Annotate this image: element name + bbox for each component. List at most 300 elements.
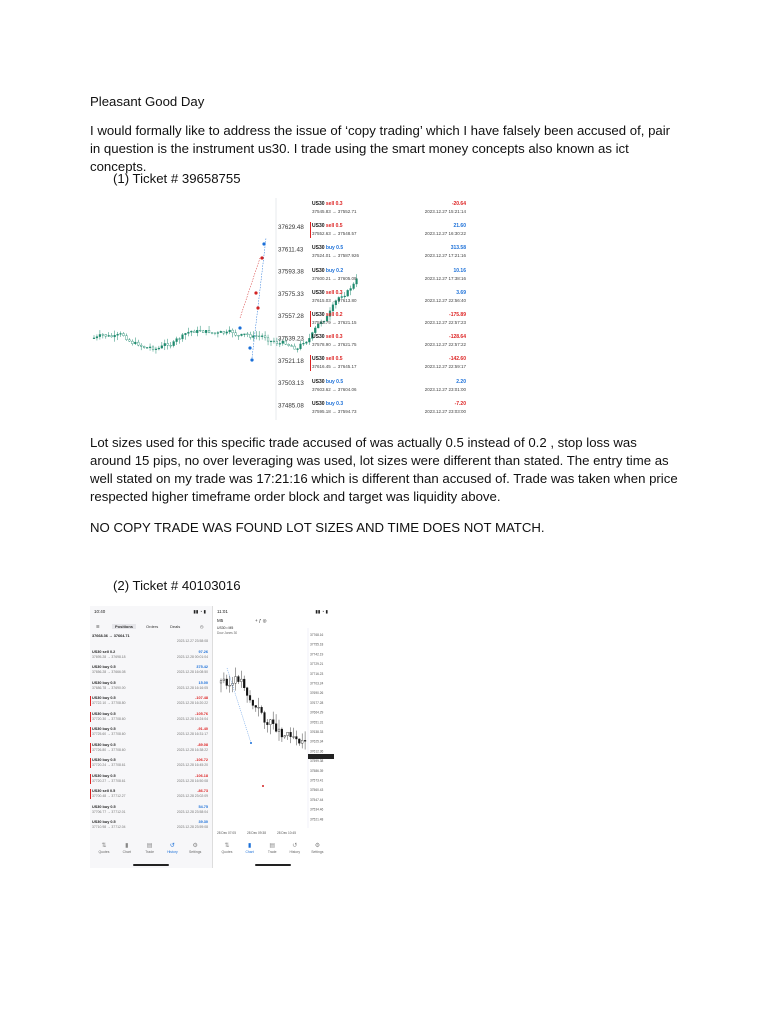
candle-body — [131, 341, 133, 344]
row-title: US30 buy 0.5 — [92, 773, 116, 778]
trade-side: buy 0.5 — [325, 378, 344, 385]
candle-body — [152, 347, 154, 350]
candle-body — [261, 707, 263, 712]
candle-body — [255, 705, 257, 707]
screenshot-trade-history-1 — [90, 198, 476, 420]
position-row[interactable] — [90, 789, 212, 800]
price-axis-label: 37547.44 — [310, 797, 324, 802]
price-axis-label: 37742.19 — [310, 652, 324, 657]
position-row[interactable] — [90, 681, 212, 692]
nav-chart[interactable] — [240, 842, 260, 854]
candle-body — [291, 346, 293, 347]
candle-body — [252, 700, 254, 705]
position-row[interactable] — [90, 634, 212, 645]
price-axis-label: 37503.13 — [278, 380, 304, 388]
chart-icon: ▮ — [125, 843, 129, 849]
row-profit: 375.42 — [196, 665, 208, 669]
candle-body — [294, 346, 296, 349]
row-prices: 37720.30 → 37708.60 — [92, 716, 126, 721]
chart-tool-icons[interactable]: + ƒ ◎ — [255, 618, 267, 623]
candle-body — [126, 336, 128, 340]
loss-marker — [90, 696, 91, 706]
trade-row[interactable] — [310, 355, 476, 377]
candle-body — [96, 337, 98, 338]
quotes-icon: ⇅ — [224, 843, 230, 849]
position-row[interactable] — [90, 727, 212, 738]
row-prices: 37720.24 → 37708.61 — [92, 763, 126, 767]
row-time: 2023.12.27 23:58:08 — [176, 639, 208, 643]
chart-symbol-desc: Dow Jones 30 — [217, 631, 238, 635]
trade-side: buy 0.3 — [325, 400, 344, 407]
price-axis-label: 37651.31 — [310, 720, 324, 725]
trade-side: sell 0.3 — [325, 201, 343, 207]
current-price-tag — [308, 754, 334, 759]
nav-trade[interactable] — [262, 842, 282, 854]
candle-body — [176, 339, 178, 342]
candle-body — [143, 346, 145, 347]
conclusion-paragraph: NO COPY TRADE WAS FOUND LOT SIZES AND TIME DOES NOT MATCH. — [90, 520, 545, 535]
candle-body — [223, 331, 225, 333]
price-axis-label: 37539.23 — [278, 335, 304, 343]
trade-time: 2023.12.27 16:30:22 — [424, 231, 466, 237]
row-time: 2023.12.28 16:45:20 — [176, 763, 208, 767]
trade-side: buy 0.5 — [325, 245, 344, 252]
price-axis-label: 37521.18 — [278, 357, 304, 365]
candle-body — [129, 340, 131, 341]
trade-profit: -20.64 — [451, 201, 466, 207]
candle-body — [301, 740, 303, 743]
loss-marker — [90, 712, 91, 722]
candle-body — [223, 679, 225, 681]
candle-body — [229, 685, 231, 686]
candle-body — [105, 335, 107, 337]
price-axis-label: 37768.16 — [310, 633, 324, 637]
row-time: 2023.12.28 16:31:17 — [176, 732, 208, 736]
quotes-icon: ⇅ — [101, 843, 107, 849]
candle-body — [229, 330, 231, 332]
candle-body — [264, 713, 266, 723]
bottom-nav — [90, 842, 212, 860]
row-profit: 54.75 — [198, 804, 208, 809]
candle-body — [272, 720, 274, 724]
candle-body — [226, 679, 228, 685]
row-title: US30 sell 0.2 — [92, 649, 116, 654]
price-axis-label: 37755.18 — [310, 642, 324, 647]
trade-prices: 37524.01 → 37587.926 — [312, 253, 360, 259]
price-axis-label: 37586.39 — [310, 768, 324, 773]
trade-marker — [250, 742, 252, 744]
candle-body — [300, 344, 302, 349]
trade-row[interactable] — [310, 244, 476, 266]
candle-body — [108, 335, 110, 336]
trade-side: sell 0.3 — [325, 334, 343, 341]
candle-body — [267, 338, 269, 341]
trade-marker — [248, 346, 251, 349]
chart-symbol: US30 • M5 — [217, 626, 234, 630]
candle-body — [202, 331, 204, 333]
candle-body — [247, 334, 249, 335]
candle-body — [281, 729, 283, 737]
row-prices: 37706.77 → 37712.01 — [92, 809, 126, 814]
trade-side: sell 0.5 — [325, 223, 343, 230]
nav-quotes[interactable] — [94, 842, 114, 854]
candle-body — [279, 343, 281, 344]
status-icons: ▮▮ ◔ ▮ — [315, 609, 328, 614]
chart-icon: ▮ — [247, 843, 252, 849]
candle-body — [258, 707, 260, 708]
candle-body — [241, 334, 243, 335]
trade-time: 2023.12.27 15:21:14 — [424, 209, 466, 214]
row-title: US30 buy 0.5 — [92, 696, 116, 700]
trade-prices: 37545.83 → 37552.71 — [312, 209, 357, 214]
candle-body — [193, 331, 195, 333]
trade-prices: 37603.62 → 37604.06 — [312, 386, 357, 392]
candle-body — [167, 343, 169, 345]
home-indicator — [133, 864, 169, 866]
trade-row[interactable] — [310, 267, 476, 289]
candle-body — [275, 724, 277, 732]
row-prices: 37656.28 → 37666.08 — [92, 670, 126, 674]
history-icon: ↺ — [169, 843, 175, 849]
sell-marker — [310, 355, 311, 371]
row-prices: 37726.80 → 37708.60 — [92, 747, 126, 752]
candle-body — [249, 334, 251, 337]
position-row[interactable] — [90, 712, 212, 723]
row-time: 2023.12.28 16:08:50 — [176, 670, 208, 674]
candle-body — [149, 347, 151, 348]
nav-trade[interactable] — [140, 842, 160, 854]
candle-body — [99, 334, 101, 336]
screenshot-mobile-app — [90, 606, 334, 868]
trade-side: sell 0.5 — [325, 356, 343, 363]
row-time: 2023.12.28 23:02:09 — [176, 794, 208, 798]
row-profit: 15.00 — [198, 680, 208, 685]
row-profit: -91.40 — [197, 727, 208, 731]
candle-body — [232, 330, 234, 333]
row-title: US30 buy 0.5 — [92, 758, 116, 762]
row-time: 2023.12.28 16:24:04 — [176, 716, 208, 721]
row-prices: 37686.78 → 37690.00 — [92, 685, 126, 690]
nav-history[interactable] — [285, 842, 305, 854]
price-axis-label: 37485.08 — [278, 402, 304, 410]
price-axis-label: 37593.38 — [278, 268, 304, 276]
trade-symbol: US30 buy 0.3 — [312, 400, 344, 407]
row-prices: 37722.10 → 37708.80 — [92, 701, 126, 705]
row-time: 2023.12.28 16:50:08 — [176, 778, 208, 783]
trade-row[interactable] — [310, 222, 476, 244]
candle-body — [173, 342, 175, 346]
price-axis-label: 37557.28 — [278, 313, 304, 321]
trade-row[interactable] — [310, 333, 476, 355]
home-indicator — [255, 864, 291, 866]
price-axis-label: 37560.43 — [310, 788, 324, 793]
tab-orders[interactable]: Orders — [146, 624, 159, 629]
row-prices: 37710.98 → 37712.04 — [92, 825, 126, 829]
trade-marker — [256, 306, 259, 309]
candle-body — [117, 334, 119, 335]
candle-body — [293, 737, 295, 738]
row-profit: -107.48 — [195, 696, 208, 700]
trade-symbol: US30 sell 0.3 — [312, 334, 343, 341]
price-axis-label: 37629.48 — [278, 224, 304, 231]
candle-body — [235, 677, 237, 684]
candle-body — [304, 740, 306, 741]
trade-row[interactable] — [310, 378, 476, 400]
trade-symbol: US30 sell 0.3 — [312, 201, 343, 207]
trade-profit: -142.60 — [449, 356, 466, 363]
trade-time: 2023.12.27 17:21:16 — [424, 253, 466, 259]
price-axis-label: 37575.33 — [278, 290, 304, 298]
nav-history[interactable] — [162, 842, 182, 854]
bottom-nav — [213, 842, 334, 860]
row-title: US30 buy 0.5 — [92, 820, 116, 824]
trade-prices: 37615.03 → 37613.80 — [312, 297, 357, 303]
candle-body — [182, 335, 184, 339]
row-time: 2023.12.28 16:20:22 — [176, 701, 208, 705]
price-axis-label: 37625.34 — [310, 739, 324, 744]
trade-time: 2023.12.27 22:57:22 — [424, 342, 466, 348]
trade-time: 2023.12.27 23:03:00 — [424, 408, 466, 414]
tab-deals[interactable]: Deals — [170, 624, 181, 629]
sell-marker — [310, 311, 311, 327]
candle-body — [258, 336, 260, 337]
trade-profit: 3.69 — [456, 289, 466, 296]
trade-symbol: US30 sell 0.3 — [312, 289, 343, 296]
candle-body — [284, 736, 286, 737]
candle-body — [188, 332, 190, 333]
status-clock: 10:40 — [94, 609, 106, 614]
candle-body — [226, 332, 228, 333]
position-row[interactable] — [90, 696, 212, 707]
row-time: 2023.12.28 00:01:04 — [176, 654, 208, 659]
row-time: 2023.12.28 16:16:05 — [176, 685, 208, 690]
candle-body — [246, 688, 248, 696]
row-prices: 37725.60 → 37708.60 — [92, 732, 126, 736]
row-profit: 97.26 — [198, 649, 208, 654]
position-row[interactable] — [90, 743, 212, 754]
candle-body — [240, 679, 242, 682]
trade-profit: -7.20 — [454, 400, 466, 407]
trade-prices: 37616.45 → 37645.17 — [312, 364, 357, 370]
price-axis-label: 37573.41 — [310, 778, 324, 783]
nav-label: Trade — [267, 850, 277, 854]
candle-body — [111, 335, 113, 336]
candle-body — [158, 348, 160, 349]
time-axis-label: 28 Dec 10:45 — [277, 831, 296, 835]
nav-settings[interactable] — [185, 842, 205, 854]
row-title: US30 buy 0.5 — [92, 727, 116, 731]
trade-symbol: US30 buy 0.5 — [312, 245, 344, 252]
nav-label: Chart — [122, 850, 131, 854]
position-row[interactable] — [90, 774, 212, 785]
candle-body — [211, 332, 213, 333]
candle-body — [278, 729, 280, 731]
candle-body — [290, 732, 292, 736]
price-axis-label: 37599.38 — [310, 759, 324, 764]
candle-body — [185, 333, 187, 334]
candle-body — [306, 342, 308, 343]
menu-icon[interactable]: ☰ — [96, 624, 100, 629]
tab-positions[interactable]: Positions — [112, 624, 136, 629]
trade-prices: 37578.90 → 37621.75 — [312, 342, 357, 348]
trade-prices: 37600.21 → 37605.09 — [312, 275, 357, 281]
trade-side: sell 0.3 — [325, 289, 343, 296]
candle-body — [190, 331, 192, 332]
candle-body — [161, 346, 163, 348]
timeframe-button[interactable]: M5 — [217, 618, 224, 623]
row-title: US30 buy 0.5 — [92, 804, 116, 809]
candle-body — [199, 330, 201, 331]
settings-icon: ⚙ — [192, 843, 198, 849]
price-axis-label: 37716.23 — [310, 671, 324, 676]
trade-icon: ▤ — [146, 843, 153, 849]
row-title: US30 buy 0.5 — [92, 665, 116, 669]
row-time: 2023.12.28 23:59:08 — [176, 825, 208, 829]
candle-body — [264, 336, 266, 338]
candle-body — [238, 335, 240, 336]
nav-label: Quotes — [221, 850, 233, 854]
clock-icon[interactable]: ◷ — [200, 624, 204, 629]
loss-marker — [90, 727, 91, 737]
candle-body — [238, 677, 240, 682]
candle-body — [255, 336, 257, 337]
candle-body — [170, 345, 172, 346]
candle-body — [252, 336, 254, 338]
candle-body — [243, 679, 245, 688]
candle-body — [220, 681, 222, 683]
trade-marker — [260, 256, 263, 259]
trade-symbol: US30 sell 0.5 — [312, 356, 343, 363]
row-time: 2023.12.28 16:38:22 — [176, 747, 208, 752]
settings-icon: ⚙ — [314, 843, 321, 849]
candle-body — [303, 343, 305, 344]
candle-body — [267, 722, 269, 724]
position-row[interactable] — [90, 665, 212, 676]
loss-marker — [90, 789, 91, 799]
trade-row[interactable] — [310, 289, 476, 311]
price-axis-label: 37703.24 — [310, 681, 324, 686]
ticket-heading-1: (1) Ticket # 39658755 — [113, 171, 241, 186]
nav-label: Settings — [189, 850, 202, 854]
status-clock: 11:01 — [217, 609, 228, 614]
row-title: US30 buy 0.5 — [92, 680, 116, 685]
candle-body — [196, 330, 198, 333]
row-title: US30 buy 0.5 — [92, 742, 116, 747]
row-prices: 37700.48 → 37712.27 — [92, 794, 126, 798]
trade-time: 2023.12.27 23:01:00 — [424, 386, 466, 392]
row-profit: -89.08 — [197, 742, 208, 747]
trade-symbol: US30 sell 0.2 — [312, 312, 343, 318]
trade-profit: -128.64 — [449, 334, 466, 341]
candle-body — [298, 739, 300, 743]
greeting: Pleasant Good Day — [90, 94, 205, 109]
row-profit: -106.18 — [195, 773, 208, 778]
trade-side: sell 0.2 — [325, 312, 343, 318]
time-axis-label: 28 Dec 09:38 — [247, 831, 266, 835]
nav-label: Settings — [311, 850, 324, 854]
nav-chart[interactable] — [117, 842, 137, 854]
trade-row[interactable] — [310, 311, 476, 333]
us30-m5-chart — [213, 628, 334, 840]
candle-body — [134, 342, 136, 344]
position-row[interactable] — [90, 650, 212, 661]
candle-body — [214, 333, 216, 334]
trade-profit: 313.58 — [450, 245, 466, 252]
position-row[interactable] — [90, 805, 212, 816]
candle-body — [296, 737, 298, 739]
price-axis-label: 37664.29 — [310, 710, 324, 715]
row-time: 2023.12.28 23:58:04 — [176, 809, 208, 814]
candle-body — [217, 333, 219, 334]
row-profit: -105.76 — [195, 711, 208, 716]
price-axis-label: 37521.48 — [310, 817, 324, 822]
trade-marker — [250, 358, 253, 361]
nav-quotes[interactable] — [217, 842, 237, 854]
trade-time: 2023.12.27 17:38:16 — [424, 275, 466, 281]
position-row[interactable] — [90, 820, 212, 831]
candle-body — [270, 341, 272, 342]
trade-marker — [262, 785, 264, 787]
trade-side: buy 0.2 — [325, 267, 344, 274]
trade-time: 2023.12.27 22:57:23 — [424, 320, 466, 325]
nav-label: Quotes — [98, 850, 110, 854]
candle-body — [137, 342, 139, 345]
position-row[interactable] — [90, 758, 212, 769]
candle-body — [146, 347, 148, 348]
trade-marker — [238, 326, 241, 329]
phone-history-screen — [90, 606, 213, 868]
loss-marker — [90, 743, 91, 753]
nav-settings[interactable] — [307, 842, 327, 854]
loss-marker — [90, 758, 91, 768]
trade-time: 2023.12.27 22:56:40 — [424, 297, 466, 303]
trade-marker — [262, 242, 265, 245]
price-axis-label: 37534.46 — [310, 807, 324, 812]
price-axis-label: 37690.26 — [310, 691, 324, 696]
explanation-paragraph: Lot sizes used for this specific trade accused of was actually 0.5 instead of 0.2 , stop loss was around 15 pips, no over leveraging was used, lot sizes were different than stated. The entry time as well stated on my trade was 17:21:16 which is different than accused of. Trade was taken when price respected higher timeframe order block and target was liquidity above. — [90, 435, 678, 504]
candle-body — [155, 349, 157, 350]
trade-symbol: US30 sell 0.5 — [312, 223, 343, 230]
price-axis-label: 37612.36 — [310, 749, 324, 754]
price-axis-label: 37729.21 — [310, 662, 324, 667]
nav-label: History — [289, 850, 301, 854]
candle-body — [208, 330, 210, 332]
candle-body — [205, 330, 207, 332]
candle-body — [288, 344, 290, 345]
candle-body — [123, 333, 125, 335]
phone-chart-screen — [213, 606, 334, 868]
price-axis-label: 37677.28 — [310, 700, 324, 705]
trade-profit: -175.89 — [449, 312, 466, 318]
price-axis-label: 37611.43 — [278, 246, 304, 254]
trade-row[interactable] — [310, 400, 476, 420]
row-title: US30 sell 0.5 — [92, 789, 116, 793]
candle-body — [164, 343, 166, 345]
row-profit: 39.30 — [198, 820, 208, 824]
loss-marker — [90, 774, 91, 784]
nav-label: History — [167, 850, 178, 854]
candle-body — [102, 334, 104, 335]
history-tabs — [90, 622, 212, 632]
row-profit: -106.72 — [195, 758, 208, 762]
candle-body — [261, 336, 263, 337]
trade-marker — [254, 291, 257, 294]
candle-body — [140, 345, 142, 346]
history-icon: ↺ — [292, 843, 298, 849]
candle-body — [297, 349, 299, 350]
candle-body — [220, 331, 222, 332]
trade-row[interactable] — [310, 200, 476, 222]
